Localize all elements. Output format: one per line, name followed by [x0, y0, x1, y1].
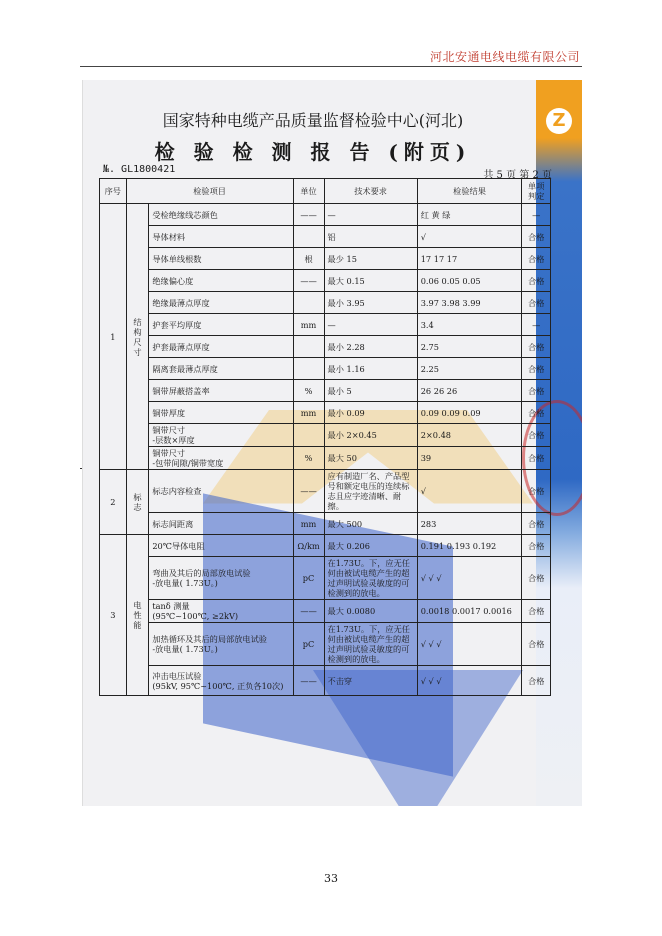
- judgement-cell: 合格: [522, 270, 551, 292]
- table-row: [100, 380, 551, 402]
- result-cell: 39: [417, 447, 522, 470]
- result-cell: 283: [417, 513, 522, 535]
- unit-cell: ——: [293, 470, 324, 513]
- requirement-cell: 最大 0.0080: [324, 600, 417, 623]
- judgement-cell: 合格: [522, 600, 551, 623]
- header-cell: 序号: [100, 179, 127, 204]
- unit-cell: mm: [293, 513, 324, 535]
- requirement-cell: 在1.73U。下，应无任何由被试电缆产生的超过声明试验灵敏度的可检测到的放电。: [324, 623, 417, 666]
- item-cell: 弯曲及其后的局部放电试验 -放电量( 1.73U。): [149, 557, 293, 600]
- item-cell: 绝缘最薄点厚度: [149, 292, 293, 314]
- table-row: [100, 248, 551, 270]
- group-label: 结构尺寸: [126, 204, 149, 470]
- unit-cell: mm: [293, 402, 324, 424]
- judgement-cell: 合格: [522, 666, 551, 696]
- requirement-cell: —: [324, 204, 417, 226]
- unit-cell: Ω/km: [293, 535, 324, 557]
- item-cell: 铜带屏蔽搭盖率: [149, 380, 293, 402]
- table-row: [100, 447, 551, 470]
- result-cell: 0.09 0.09 0.09: [417, 402, 522, 424]
- unit-cell: mm: [293, 314, 324, 336]
- unit-cell: [293, 292, 324, 314]
- result-cell: 17 17 17: [417, 248, 522, 270]
- unit-cell: [293, 336, 324, 358]
- result-cell: 2.25: [417, 358, 522, 380]
- item-cell: 导体单线根数: [149, 248, 293, 270]
- unit-cell: pC: [293, 623, 324, 666]
- header-cell: 检验结果: [417, 179, 522, 204]
- table-row: [100, 270, 551, 292]
- table-row: [100, 623, 551, 666]
- requirement-cell: 在1.73U。下，应无任何由被试电缆产生的超过声明试验灵敏度的可检测到的放电。: [324, 557, 417, 600]
- result-cell: 2.75: [417, 336, 522, 358]
- result-cell: 0.0018 0.0017 0.0016: [417, 600, 522, 623]
- requirement-cell: 铝: [324, 226, 417, 248]
- table-row: [100, 204, 551, 226]
- table-row: [100, 226, 551, 248]
- requirement-cell: 最大 500: [324, 513, 417, 535]
- judgement-cell: 合格: [522, 248, 551, 270]
- table-row: [100, 535, 551, 557]
- table-row: [100, 402, 551, 424]
- judgement-cell: —: [522, 204, 551, 226]
- item-cell: 铜带尺寸 -包带间隙/铜带宽度: [149, 447, 293, 470]
- item-cell: 隔离套最薄点厚度: [149, 358, 293, 380]
- unit-cell: ——: [293, 666, 324, 696]
- unit-cell: [293, 358, 324, 380]
- judgement-cell: 合格: [522, 535, 551, 557]
- requirement-cell: 最小 3.95: [324, 292, 417, 314]
- requirement-cell: 应有制造厂名、产品型号和额定电压的连续标志且应字迹清晰、耐擦。: [324, 470, 417, 513]
- item-cell: 加热循环及其后的局部放电试验 -放电量( 1.73U。): [149, 623, 293, 666]
- requirement-cell: 最小 2.28: [324, 336, 417, 358]
- table-row: [100, 358, 551, 380]
- requirement-cell: —: [324, 314, 417, 336]
- unit-cell: 根: [293, 248, 324, 270]
- company-name: 河北安通电线电缆有限公司: [429, 50, 580, 64]
- result-cell: 0.191 0.193 0.192: [417, 535, 522, 557]
- unit-cell: [293, 424, 324, 447]
- requirement-cell: 最小 2×0.45: [324, 424, 417, 447]
- judgement-cell: 合格: [522, 470, 551, 513]
- result-cell: 2×0.48: [417, 424, 522, 447]
- header-cell: 技术要求: [324, 179, 417, 204]
- header-cell: 检验项目: [126, 179, 293, 204]
- unit-cell: %: [293, 447, 324, 470]
- header-cell: 单位: [293, 179, 324, 204]
- report-title: 检 验 检 测 报 告 (附页): [154, 140, 472, 164]
- result-cell: √ √ √: [417, 623, 522, 666]
- judgement-cell: 合格: [522, 336, 551, 358]
- item-cell: 冲击电压试验 (95kV, 95℃~100℃, 正负各10次): [149, 666, 293, 696]
- unit-cell: [293, 226, 324, 248]
- unit-cell: ——: [293, 270, 324, 292]
- result-cell: √ √ √: [417, 666, 522, 696]
- judgement-cell: 合格: [522, 358, 551, 380]
- scanned-report-page: [82, 80, 582, 806]
- header-divider: [80, 66, 582, 67]
- table-row: [100, 666, 551, 696]
- header-cell: 单项判定: [522, 179, 551, 204]
- judgement-cell: 合格: [522, 424, 551, 447]
- requirement-cell: 最小 1.16: [324, 358, 417, 380]
- judgement-cell: 合格: [522, 402, 551, 424]
- result-cell: 0.06 0.05 0.05: [417, 270, 522, 292]
- inspection-table: [99, 178, 551, 696]
- table-row: [100, 292, 551, 314]
- group-index: 3: [100, 535, 127, 696]
- judgement-cell: 合格: [522, 292, 551, 314]
- result-cell: √: [417, 470, 522, 513]
- group-index: 2: [100, 470, 127, 535]
- result-cell: 3.97 3.98 3.99: [417, 292, 522, 314]
- requirement-cell: 不击穿: [324, 666, 417, 696]
- unit-cell: %: [293, 380, 324, 402]
- requirement-cell: 最大 0.206: [324, 535, 417, 557]
- item-cell: 铜带厚度: [149, 402, 293, 424]
- judgement-cell: 合格: [522, 513, 551, 535]
- judgement-cell: 合格: [522, 226, 551, 248]
- item-cell: 绝缘偏心度: [149, 270, 293, 292]
- report-org-title: 国家特种电缆产品质量监督检验中心(河北): [162, 111, 464, 130]
- group-label: 标志: [126, 470, 149, 535]
- table-row: [100, 424, 551, 447]
- result-cell: 3.4: [417, 314, 522, 336]
- unit-cell: ——: [293, 204, 324, 226]
- item-cell: 导体材料: [149, 226, 293, 248]
- table-row: [100, 314, 551, 336]
- table-row: [100, 600, 551, 623]
- table-row: [100, 513, 551, 535]
- judgement-cell: 合格: [522, 380, 551, 402]
- table-row: [100, 336, 551, 358]
- result-cell: 26 26 26: [417, 380, 522, 402]
- page-info: 共 5 页 第 2 页: [483, 170, 552, 181]
- requirement-cell: 最小 0.09: [324, 402, 417, 424]
- item-cell: 标志内容检查: [149, 470, 293, 513]
- item-cell: 标志间距离: [149, 513, 293, 535]
- result-cell: √ √ √: [417, 557, 522, 600]
- unit-cell: ——: [293, 600, 324, 623]
- page-number: 33: [324, 872, 338, 885]
- table-body: [100, 204, 551, 696]
- table-row: [100, 470, 551, 513]
- result-cell: √: [417, 226, 522, 248]
- requirement-cell: 最大 50: [324, 447, 417, 470]
- requirement-cell: 最大 0.15: [324, 270, 417, 292]
- group-label: 电性能: [126, 535, 149, 696]
- item-cell: tanδ 测量 (95℃~100℃, ≥2kV): [149, 600, 293, 623]
- logo-icon: Z: [546, 108, 572, 134]
- judgement-cell: 合格: [522, 623, 551, 666]
- judgement-cell: 合格: [522, 557, 551, 600]
- item-cell: 铜带尺寸 -层数×厚度: [149, 424, 293, 447]
- item-cell: 受检绝缘线芯颜色: [149, 204, 293, 226]
- unit-cell: pC: [293, 557, 324, 600]
- item-cell: 20℃导体电阻: [149, 535, 293, 557]
- item-cell: 护套平均厚度: [149, 314, 293, 336]
- item-cell: 护套最薄点厚度: [149, 336, 293, 358]
- report-number: №. GL1800421: [103, 164, 176, 175]
- requirement-cell: 最小 5: [324, 380, 417, 402]
- judgement-cell: —: [522, 314, 551, 336]
- result-cell: 红 黄 绿: [417, 204, 522, 226]
- group-index: 1: [100, 204, 127, 470]
- requirement-cell: 最少 15: [324, 248, 417, 270]
- table-header-row: [100, 179, 551, 204]
- judgement-cell: 合格: [522, 447, 551, 470]
- table-row: [100, 557, 551, 600]
